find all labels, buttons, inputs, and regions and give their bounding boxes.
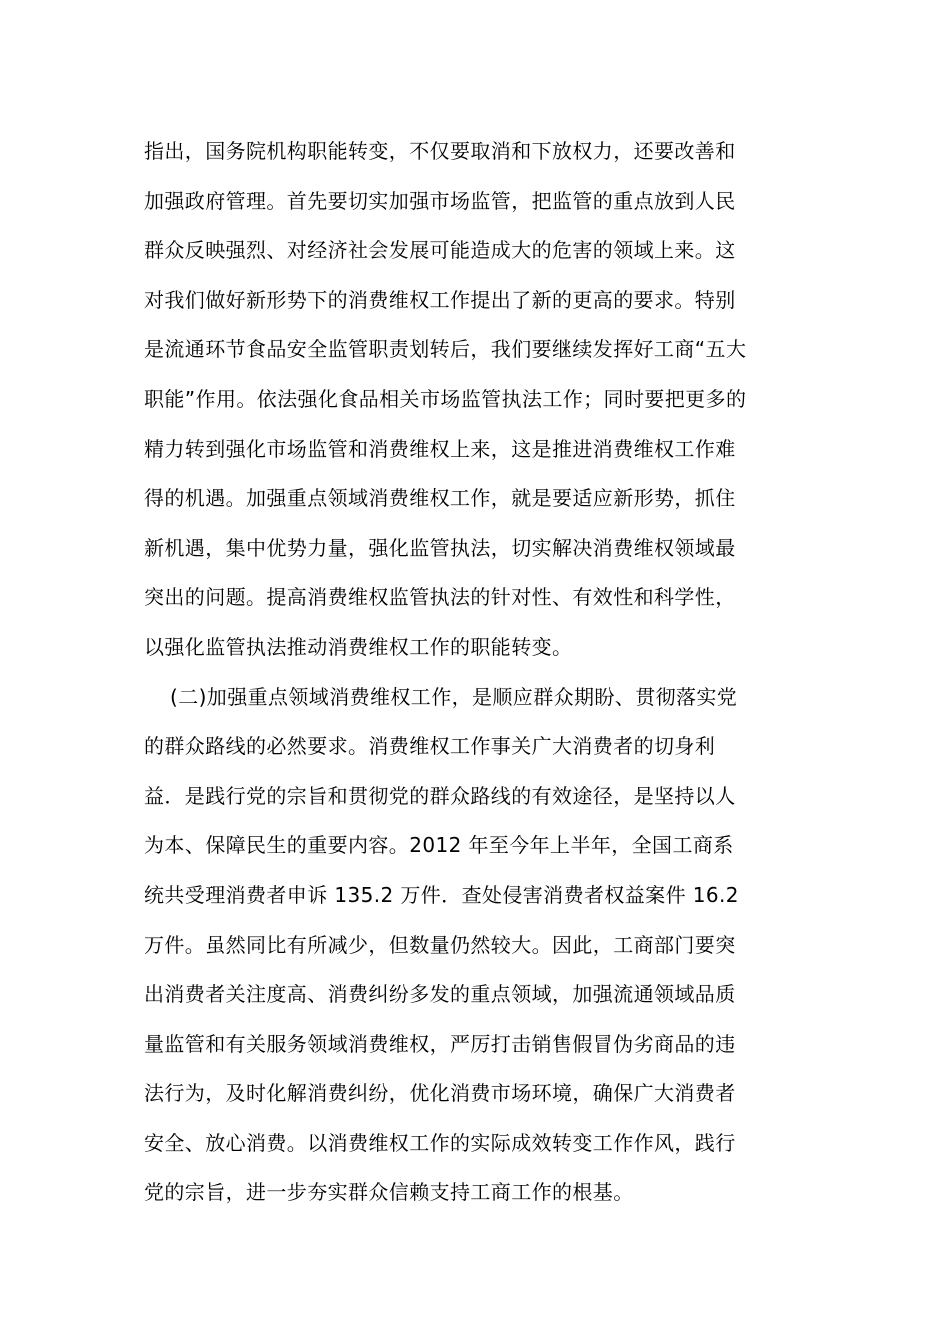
text-line: 的群众路线的必然要求。消费维权工作事关广大消费者的切身利 — [144, 734, 716, 759]
text-line: 得的机遇。加强重点领域消费维权工作，就是要适应新形势，抓住 — [144, 486, 736, 511]
paragraph-start-line: (二)加强重点领域消费维权工作，是顺应群众期盼、贯彻落实党 — [170, 684, 738, 709]
body-text — [144, 127, 814, 1218]
text-line: 精力转到强化市场监管和消费维权上来，这是推进消费维权工作难 — [144, 436, 736, 461]
text-line: 万件。虽然同比有所减少，但数量仍然较大。因此，工商部门要突 — [144, 932, 736, 957]
text-line: 法行为，及时化解消费纠纷，优化消费市场环境，确保广大消费者 — [144, 1081, 736, 1106]
text-line: 加强政府管理。首先要切实加强市场监管，把监管的重点放到人民 — [144, 188, 736, 213]
text-line: 突出的问题。提高消费维权监管执法的针对性、有效性和科学性， — [144, 585, 736, 610]
text-line: 益．是践行党的宗旨和贯彻党的群众路线的有效途径，是坚持以人 — [144, 783, 736, 808]
text-line: 对我们做好新形势下的消费维权工作提出了新的更高的要求。特别 — [144, 287, 736, 312]
text-line: 安全、放心消费。以消费维权工作的实际成效转变工作作风，践行 — [144, 1130, 736, 1155]
text-line: 指出，国务院机构职能转变，不仅要取消和下放权力，还要改善和 — [144, 139, 736, 163]
text-line: 群众反映强烈、对经济社会发展可能造成大的危害的领域上来。这 — [144, 238, 736, 263]
text-line: 量监管和有关服务领域消费维权，严厉打击销售假冒伪劣商品的违 — [144, 1031, 736, 1056]
text-line: 出消费者关注度高、消费纠纷多发的重点领域，加强流通领域品质 — [144, 982, 736, 1007]
text-line: 是流通环节食品安全监管职责划转后，我们要继续发挥好工商“五大 — [144, 337, 747, 362]
text-line: 党的宗旨，进一步夯实群众信赖支持工商工作的根基。 — [144, 1180, 634, 1205]
text-line: 统共受理消费者申诉 135.2 万件．查处侵害消费者权益案件 16.2 — [144, 882, 739, 907]
text-line: 以强化监管执法推动消费维权工作的职能转变。 — [144, 634, 573, 659]
text-line: 职能”作用。依法强化食品相关市场监管执法工作；同时要把更多的 — [144, 386, 747, 411]
text-line: 为本、保障民生的重要内容。2012 年至今年上半年，全国工商系 — [144, 833, 734, 858]
text-line: 新机遇，集中优势力量，强化监管执法，切实解决消费维权领域最 — [144, 535, 736, 560]
